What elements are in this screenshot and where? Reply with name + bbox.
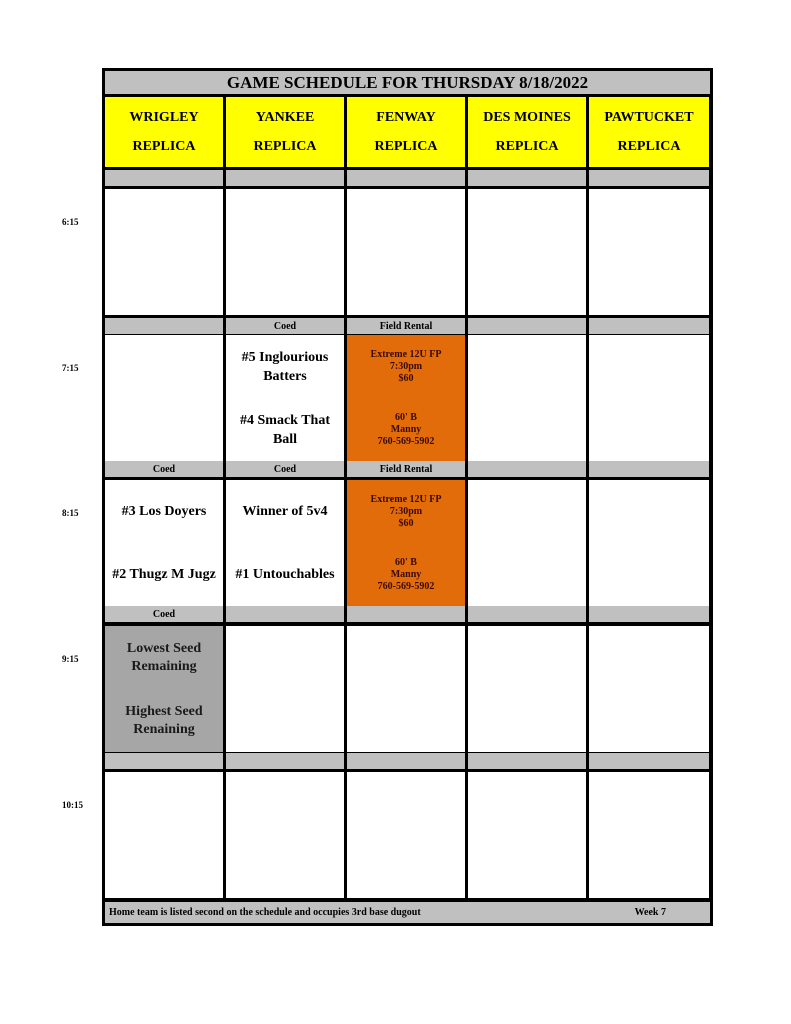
field-header	[347, 97, 465, 167]
field-subtitle: REPLICA	[132, 138, 196, 154]
field-name: PAWTUCKET	[604, 109, 694, 125]
division-label	[589, 461, 709, 477]
empty-slot	[589, 772, 709, 898]
division-label	[589, 318, 709, 334]
rental-line: $60	[398, 372, 414, 384]
division-label: Coed	[105, 606, 223, 622]
away-team: #3 Los Doyers	[121, 504, 207, 519]
rental-line: Extreme 12U FP	[370, 348, 442, 360]
away-team: Winner of 5v4	[242, 504, 328, 519]
schedule-footer	[105, 902, 710, 923]
rental-bottom-block	[378, 412, 435, 448]
game-slot	[226, 335, 344, 461]
division-label	[105, 170, 223, 186]
division-label	[226, 606, 344, 622]
empty-slot	[468, 335, 586, 461]
empty-slot	[468, 772, 586, 898]
empty-slot	[105, 189, 223, 315]
division-label: Field Rental	[347, 318, 465, 334]
division-label	[226, 753, 344, 769]
rental-line: 7:30pm	[389, 505, 423, 517]
division-label: Coed	[226, 318, 344, 334]
field-header	[589, 97, 709, 167]
empty-slot	[468, 189, 586, 315]
away-team: #5 Inglourious Batters	[241, 349, 329, 384]
empty-slot	[226, 626, 344, 752]
home-team: #1 Untouchables	[235, 567, 335, 582]
home-team: Highest Seed Renaining	[125, 703, 203, 737]
schedule-title: GAME SCHEDULE FOR THURSDAY 8/18/2022	[105, 71, 710, 94]
division-label: Field Rental	[347, 461, 465, 477]
home-team: #4 Smack That Ball	[240, 412, 330, 447]
field-rental-slot	[347, 335, 465, 461]
field-header	[468, 97, 586, 167]
game-slot	[105, 480, 223, 606]
rental-line: 760-569-5902	[377, 580, 435, 592]
time-label: 9:15	[62, 654, 79, 664]
time-label: 7:15	[62, 363, 79, 373]
week-label: Week 7	[634, 907, 666, 918]
empty-slot	[589, 626, 709, 752]
empty-slot	[347, 189, 465, 315]
division-label: Coed	[105, 461, 223, 477]
empty-slot	[347, 626, 465, 752]
field-subtitle: REPLICA	[495, 138, 559, 154]
empty-slot	[226, 772, 344, 898]
time-label: 10:15	[62, 800, 83, 810]
division-label	[589, 170, 709, 186]
empty-slot	[468, 480, 586, 606]
rental-top-block	[371, 349, 442, 385]
game-slot	[105, 626, 223, 752]
division-label	[468, 170, 586, 186]
division-label	[468, 461, 586, 477]
empty-slot	[589, 335, 709, 461]
time-label: 6:15	[62, 217, 79, 227]
time-label: 8:15	[62, 508, 79, 518]
rental-line: Extreme 12U FP	[370, 493, 442, 505]
division-label: Coed	[226, 461, 344, 477]
game-slot	[226, 480, 344, 606]
empty-slot	[347, 772, 465, 898]
division-label	[226, 170, 344, 186]
division-label	[105, 753, 223, 769]
rental-line: $60	[398, 517, 414, 529]
field-subtitle: REPLICA	[253, 138, 317, 154]
rental-line: 60' B	[395, 411, 417, 423]
division-label	[347, 606, 465, 622]
field-header	[105, 97, 223, 167]
field-subtitle: REPLICA	[617, 138, 681, 154]
rental-top-block	[371, 494, 442, 530]
empty-slot	[468, 626, 586, 752]
empty-slot	[589, 480, 709, 606]
rental-line: 760-569-5902	[377, 435, 435, 447]
division-label	[347, 170, 465, 186]
field-name: FENWAY	[376, 109, 436, 125]
empty-slot	[226, 189, 344, 315]
schedule-grid	[102, 68, 713, 926]
rental-line: Manny	[390, 568, 422, 580]
division-label	[468, 753, 586, 769]
empty-slot	[589, 189, 709, 315]
field-rental-slot	[347, 480, 465, 606]
division-label	[468, 606, 586, 622]
field-name: WRIGLEY	[129, 109, 199, 125]
division-label	[105, 318, 223, 334]
division-label	[468, 318, 586, 334]
away-team: Lowest Seed Remaining	[126, 640, 202, 674]
home-team: #2 Thugz M Jugz	[112, 567, 216, 582]
rental-line: Manny	[390, 423, 422, 435]
rental-line: 7:30pm	[389, 360, 423, 372]
field-name: YANKEE	[255, 109, 315, 125]
field-header	[226, 97, 344, 167]
field-subtitle: REPLICA	[374, 138, 438, 154]
field-name: DES MOINES	[483, 109, 571, 125]
footer-note: Home team is listed second on the schedule and occupies 3rd base dugout	[109, 907, 421, 918]
division-label	[347, 753, 465, 769]
division-label	[589, 753, 709, 769]
empty-slot	[105, 772, 223, 898]
rental-bottom-block	[378, 557, 435, 593]
division-label	[589, 606, 709, 622]
empty-slot	[105, 335, 223, 461]
rental-line: 60' B	[395, 556, 417, 568]
